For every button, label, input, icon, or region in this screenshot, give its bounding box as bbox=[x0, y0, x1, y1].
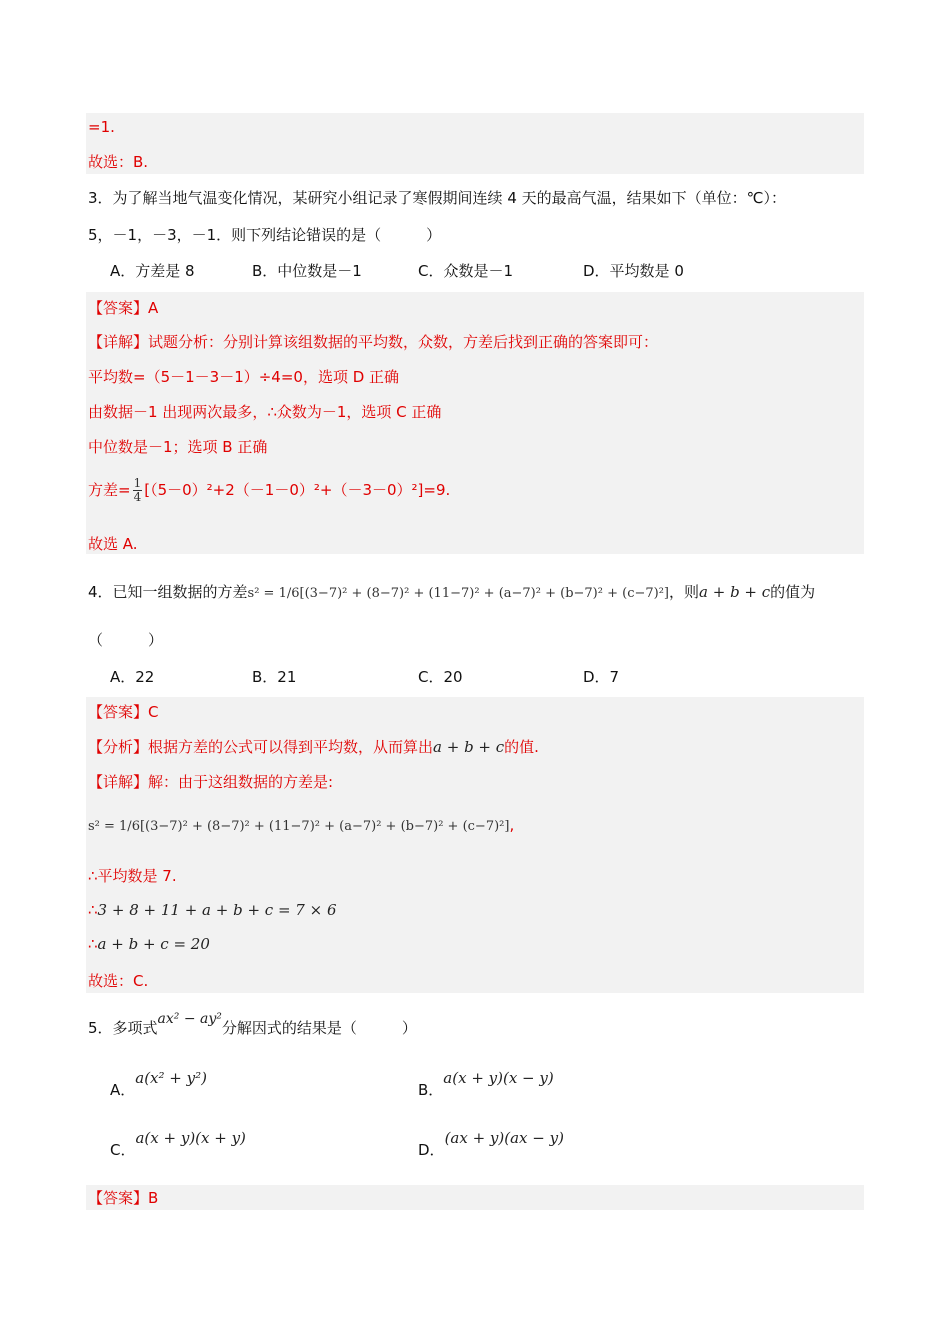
q4-option-a: A．22 bbox=[110, 668, 155, 686]
q5-option-d: D．(ax + y)(ax − y) bbox=[418, 1129, 564, 1159]
q3-variance-fraction: $\frac{1}{4}$ bbox=[133, 476, 142, 504]
q3-option-a: A．方差是 8 bbox=[110, 262, 195, 280]
q3-option-b: B．中位数是－1 bbox=[252, 262, 362, 280]
q4-sum-expression: a + b + c bbox=[699, 583, 771, 601]
q4-option-b: B．21 bbox=[252, 668, 297, 686]
q3-variance bbox=[88, 470, 450, 510]
q4-option-c: C．20 bbox=[418, 668, 463, 686]
q4-result-equation: ∴a + b + c = 20 bbox=[88, 935, 210, 953]
q3-option-d: D．平均数是 0 bbox=[583, 262, 684, 280]
q4-sum-equation: ∴3 + 8 + 11 + a + b + c = 7 × 6 bbox=[88, 901, 337, 919]
answer-panel-q5 bbox=[86, 1185, 864, 1210]
q5-polynomial: ax² − ay² bbox=[157, 1011, 222, 1027]
answer-panel-prev bbox=[86, 113, 864, 174]
q5-option-a: A．a(x² + y²) bbox=[110, 1069, 207, 1099]
q3-conclusion: 故选 A. bbox=[88, 535, 138, 553]
q4-stem-line1 bbox=[88, 572, 815, 614]
q3-stem-line1: 3．为了解当地气温变化情况，某研究小组记录了寒假期间连续 4 天的最高气温，结果如下（单位：℃）： bbox=[88, 189, 786, 207]
q4-stem-prefix: 4．已知一组数据的方差 bbox=[88, 583, 248, 601]
q4-mean: ∴平均数是 7. bbox=[88, 867, 177, 885]
q5-option-b: B．a(x + y)(x − y) bbox=[418, 1069, 554, 1099]
q3-mean: 平均数=（5－1－3－1）÷4=0，选项 D 正确 bbox=[88, 368, 400, 386]
q3-variance-prefix: 方差= bbox=[88, 481, 131, 499]
q5-stem: 5．多项式ax² − ay²分解因式的结果是（ ） bbox=[88, 1011, 417, 1037]
q3-variance-expression: [（5－0）²+2（－1－0）²+（－3－0）²]=9. bbox=[144, 481, 451, 499]
q3-answer: 【答案】A bbox=[88, 299, 159, 317]
q3-stem-line2: 5，－1，－3，－1．则下列结论错误的是（ ） bbox=[88, 226, 442, 244]
q3-median: 中位数是－1；选项 B 正确 bbox=[88, 438, 268, 456]
q4-analysis-expression: a + b + c bbox=[433, 738, 505, 756]
q4-stem-middle: ，则 bbox=[669, 583, 700, 601]
q4-variance-formula-block: s² = 1/6[(3−7)² + (8−7)² + (11−7)² + (a−7)² + (b−7)² + (c−7)²], bbox=[88, 816, 515, 834]
prev-result-line: =1. bbox=[88, 118, 115, 136]
q4-blank-paren: （ ） bbox=[88, 631, 164, 649]
q3-detail: 【详解】试题分析：分别计算该组数据的平均数，众数，方差后找到正确的答案即可： bbox=[88, 333, 659, 351]
q4-analysis: 【分析】根据方差的公式可以得到平均数，从而算出a + b + c的值. bbox=[88, 738, 539, 756]
q3-mode: 由数据－1 出现两次最多，∴众数为－1，选项 C 正确 bbox=[88, 403, 442, 421]
q4-variance-formula: s² = 1/6[(3−7)² + (8−7)² + (11−7)² + (a−7)² + (b−7)² + (c−7)²] bbox=[247, 586, 669, 601]
q3-option-c: C．众数是－1 bbox=[418, 262, 514, 280]
prev-answer-choice: 故选：B. bbox=[88, 153, 149, 171]
q4-conclusion: 故选：C. bbox=[88, 972, 149, 990]
q4-detail: 【详解】解：由于这组数据的方差是: bbox=[88, 773, 334, 791]
q4-option-d: D．7 bbox=[583, 668, 620, 686]
q4-answer: 【答案】C bbox=[88, 703, 159, 721]
q5-option-c: C．a(x + y)(x + y) bbox=[110, 1129, 246, 1159]
q5-answer: 【答案】B bbox=[88, 1189, 159, 1207]
q4-stem-suffix: 的值为 bbox=[770, 583, 816, 601]
q4-variance-formula-2: s² = 1/6[(3−7)² + (8−7)² + (11−7)² + (a−7)² + (b−7)² + (c−7)²] bbox=[88, 819, 510, 834]
